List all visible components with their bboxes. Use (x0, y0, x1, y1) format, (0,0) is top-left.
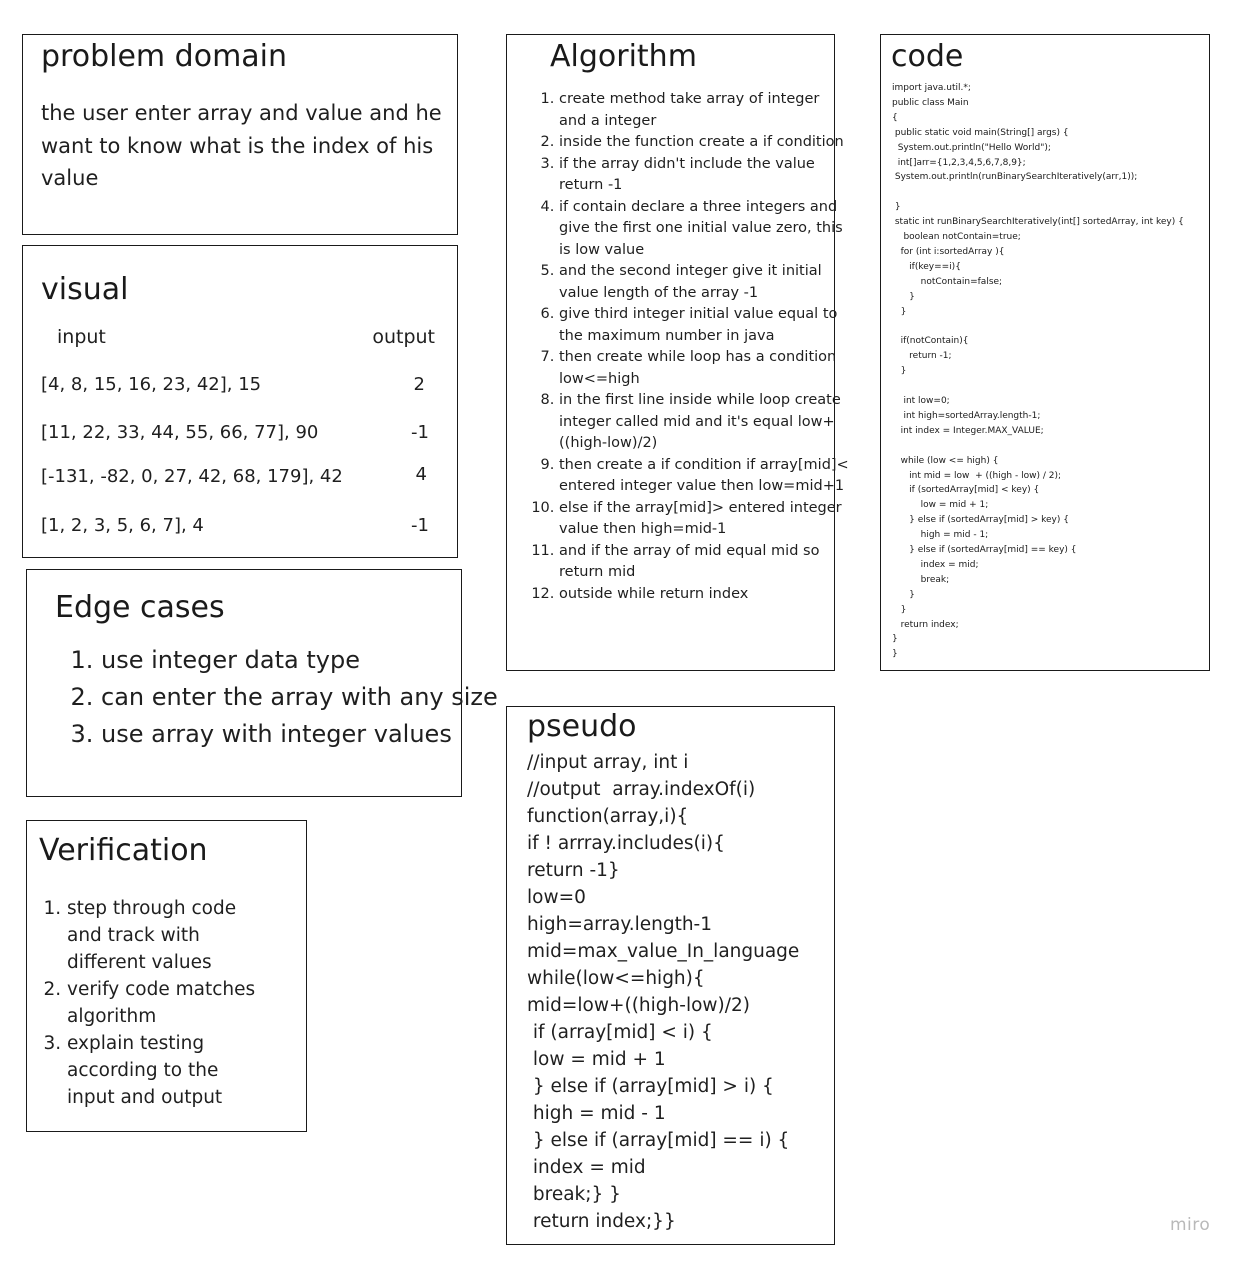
code-line: } (892, 589, 915, 600)
pseudo-line: low=0 (527, 887, 586, 908)
code-line: } (892, 306, 907, 317)
input-header: input (57, 326, 106, 348)
edge-case-item: 2. can enter the array with any size (101, 679, 501, 716)
code-line: } else if (sortedArray[mid] == key) { (892, 545, 1077, 556)
problem-domain-title: problem domain (41, 39, 288, 74)
algorithm-step: 1. create method take array of integer and a integer (559, 89, 849, 132)
code-line: break; (892, 574, 950, 585)
code-line: { (892, 112, 898, 123)
algorithm-steps (524, 89, 849, 605)
visual-output: -1 (411, 422, 429, 443)
visual-output: -1 (411, 515, 429, 536)
code-line: boolean notContain=true; (892, 232, 1021, 243)
pseudo-line: return index;}} (527, 1211, 676, 1232)
algorithm-step: 9. then create a if condition if array[mid]< entered integer value then low=mid+1 (559, 455, 849, 498)
code-line: notContain=false; (892, 276, 1003, 287)
code-line: if (sortedArray[mid] < key) { (892, 485, 1040, 496)
algorithm-step: 7. then create while loop has a condition low<=high (559, 347, 849, 390)
code-line: public static void main(String[] args) { (892, 127, 1069, 138)
pseudo-card (506, 706, 835, 1245)
visual-card (22, 245, 458, 558)
miro-watermark: miro (1170, 1215, 1211, 1235)
code-line: int mid = low + ((high - low) / 2); (892, 470, 1062, 481)
algorithm-step: 8. in the first line inside while loop create integer called mid and it's equal low+((high-low)/2) (559, 390, 849, 455)
code-line: low = mid + 1; (892, 500, 989, 511)
pseudo-code (527, 749, 827, 1235)
code-line: public class Main (892, 97, 969, 108)
visual-input: [-131, -82, 0, 27, 42, 68, 179], 42 (41, 466, 343, 487)
code-line (892, 379, 1204, 394)
code-block (892, 81, 1204, 662)
algorithm-card (506, 34, 849, 671)
code-title: code (891, 39, 964, 74)
code-line: high = mid - 1; (892, 530, 989, 541)
pseudo-line: break;} } (527, 1184, 621, 1205)
pseudo-line: mid=max_value_In_language (527, 941, 800, 962)
algorithm-step: 10. else if the array[mid]> entered integer value then high=mid-1 (559, 498, 849, 541)
code-line: import java.util.*; (892, 83, 971, 93)
code-line: return -1; (892, 351, 952, 362)
pseudo-line: if ! arrray.includes(i){ (527, 833, 725, 854)
pseudo-line: high=array.length-1 (527, 914, 712, 935)
verification-item: 2. verify code matches algorithm (67, 976, 267, 1030)
algorithm-step: 2. inside the function create a if condition (559, 132, 849, 154)
algorithm-step: 6. give third integer initial value equal to the maximum number in java (559, 304, 849, 347)
verification-card (26, 820, 307, 1132)
code-line (892, 185, 1204, 200)
code-line: } (892, 366, 907, 377)
code-line: while (low <= high) { (892, 455, 999, 466)
visual-output: 4 (415, 464, 427, 485)
visual-row (41, 374, 429, 404)
edge-case-item: 3. use array with integer values (101, 716, 501, 753)
pseudo-line: high = mid - 1 (527, 1103, 666, 1124)
pseudo-line: } else if (array[mid] > i) { (527, 1076, 774, 1097)
edge-cases-list (61, 642, 501, 753)
edge-case-item: 1. use integer data type (101, 642, 501, 679)
edge-cases-title: Edge cases (55, 590, 225, 625)
edge-cases-card (26, 569, 498, 797)
pseudo-line: index = mid (527, 1157, 646, 1178)
code-line: System.out.println("Hello World"); (892, 142, 1051, 153)
problem-domain-card (22, 34, 458, 235)
pseudo-line: if (array[mid] < i) { (527, 1022, 713, 1043)
visual-input: [11, 22, 33, 44, 55, 66, 77], 90 (41, 422, 319, 443)
pseudo-line: return -1} (527, 860, 620, 881)
visual-output: 2 (413, 374, 425, 395)
code-line: } (892, 202, 901, 213)
visual-title: visual (41, 272, 129, 307)
pseudo-title: pseudo (527, 709, 637, 744)
code-line: if(key==i){ (892, 261, 961, 272)
pseudo-line: //input array, int i (527, 752, 689, 773)
code-line: } (892, 604, 907, 615)
verification-item: 1. step through code and track with different values (67, 895, 267, 976)
code-line: int index = Integer.MAX_VALUE; (892, 425, 1044, 436)
pseudo-line: } else if (array[mid] == i) { (527, 1130, 790, 1151)
code-line: if(notContain){ (892, 336, 969, 347)
code-line: for (int i:sortedArray ){ (892, 246, 1005, 257)
code-line: } (892, 649, 898, 660)
algorithm-step: 11. and if the array of mid equal mid so return mid (559, 541, 849, 584)
code-line: return index; (892, 619, 959, 630)
verification-list (39, 895, 267, 1111)
verification-title: Verification (39, 833, 208, 868)
algorithm-step: 4. if contain declare a three integers and give the first one initial value zero, this is low value (559, 197, 849, 262)
algorithm-step: 12. outside while return index (559, 584, 849, 606)
code-card (880, 34, 1210, 671)
code-line: int[]arr={1,2,3,4,5,6,7,8,9}; (892, 157, 1026, 168)
pseudo-line: mid=low+((high-low)/2) (527, 995, 750, 1016)
code-line: static int runBinarySearchIteratively(int[] sortedArray, int key) { (892, 217, 1184, 228)
algorithm-step: 5. and the second integer give it initial value length of the array -1 (559, 261, 849, 304)
code-line: } else if (sortedArray[mid] > key) { (892, 515, 1069, 526)
problem-domain-text: the user enter array and value and he want to know what is the index of his value (41, 101, 442, 190)
code-line: } (892, 291, 915, 302)
pseudo-line: //output array.indexOf(i) (527, 779, 756, 800)
algorithm-title: Algorithm (550, 39, 697, 74)
code-line: System.out.println(runBinarySearchIteratively(arr,1)); (892, 172, 1138, 183)
visual-row (41, 466, 429, 496)
code-line: int low=0; (892, 395, 950, 406)
code-line (892, 439, 1204, 454)
code-line (892, 319, 1204, 334)
code-line: int high=sortedArray.length-1; (892, 410, 1041, 421)
pseudo-line: while(low<=high){ (527, 968, 705, 989)
algorithm-step: 3. if the array didn't include the value return -1 (559, 154, 849, 197)
visual-row (41, 422, 429, 452)
visual-input: [4, 8, 15, 16, 23, 42], 15 (41, 374, 262, 395)
visual-row (41, 515, 429, 545)
visual-input: [1, 2, 3, 5, 6, 7], 4 (41, 515, 204, 536)
verification-item: 3. explain testing according to the input and output (67, 1030, 267, 1111)
output-header: output (372, 326, 435, 348)
pseudo-line: function(array,i){ (527, 806, 689, 827)
pseudo-line: low = mid + 1 (527, 1049, 666, 1070)
code-line: } (892, 634, 898, 645)
code-line: index = mid; (892, 559, 979, 570)
